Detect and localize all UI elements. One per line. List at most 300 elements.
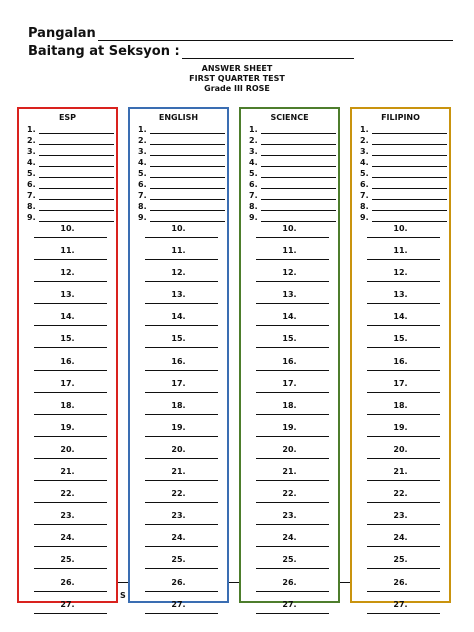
- answer-line[interactable]: [367, 325, 440, 326]
- answer-item: [352, 222, 449, 244]
- answer-line[interactable]: [256, 546, 329, 547]
- item-number: 26.: [393, 577, 408, 587]
- answer-line[interactable]: [372, 214, 447, 222]
- answer-line[interactable]: [256, 613, 329, 614]
- answer-line[interactable]: [367, 259, 440, 260]
- item-number: 6.: [249, 180, 258, 189]
- column-title: ESP: [58, 113, 77, 122]
- item-number: 19.: [171, 422, 186, 432]
- answer-line[interactable]: [256, 325, 329, 326]
- answer-line[interactable]: [256, 480, 329, 481]
- answer-item: [241, 509, 338, 531]
- item-number: 2.: [138, 136, 147, 145]
- answer-line[interactable]: [367, 414, 440, 415]
- item-number: 8.: [138, 202, 147, 211]
- item-number: 2.: [27, 136, 36, 145]
- answer-item: [352, 598, 449, 620]
- name-line[interactable]: [98, 28, 453, 41]
- answer-item: [352, 332, 449, 354]
- item-number: 3.: [27, 147, 36, 156]
- item-number: 1.: [138, 125, 147, 134]
- answer-item: [241, 189, 338, 200]
- answer-line[interactable]: [145, 281, 218, 282]
- item-number: 5.: [138, 169, 147, 178]
- item-number: 20.: [60, 444, 75, 454]
- answer-line[interactable]: [367, 613, 440, 614]
- item-number: 13.: [393, 290, 408, 300]
- answer-line[interactable]: [256, 458, 329, 459]
- answer-item: [130, 167, 227, 178]
- item-number: 7.: [27, 191, 36, 200]
- item-number: 8.: [249, 202, 258, 211]
- answer-line[interactable]: [256, 281, 329, 282]
- answer-item: [19, 355, 116, 377]
- answer-item: [19, 487, 116, 509]
- answer-item: [352, 355, 449, 377]
- item-number: 14.: [60, 312, 75, 322]
- answer-item: [130, 465, 227, 487]
- answer-item: [241, 244, 338, 266]
- column-title: FILIPINO: [381, 113, 420, 122]
- answer-line[interactable]: [39, 159, 114, 167]
- item-number: 23.: [60, 511, 75, 521]
- answer-item: [19, 266, 116, 288]
- item-number: 5.: [27, 169, 36, 178]
- item-number: 24.: [393, 533, 408, 543]
- answer-line[interactable]: [34, 281, 107, 282]
- answer-line[interactable]: [256, 370, 329, 371]
- item-number: 16.: [393, 356, 408, 366]
- item-number: 2.: [360, 136, 369, 145]
- item-number: 20.: [171, 444, 186, 454]
- answer-item: [352, 487, 449, 509]
- answer-line[interactable]: [39, 192, 114, 200]
- item-number: 17.: [393, 378, 408, 388]
- item-number: 18.: [60, 400, 75, 410]
- answer-item: [352, 178, 449, 189]
- answer-item: [19, 310, 116, 332]
- answer-item: [130, 598, 227, 620]
- item-number: 18.: [393, 400, 408, 410]
- item-number: 21.: [60, 467, 75, 477]
- answer-item: [241, 576, 338, 598]
- answer-item: [19, 421, 116, 443]
- answer-line[interactable]: [256, 303, 329, 304]
- answer-line[interactable]: [39, 203, 114, 211]
- answer-item: [19, 145, 116, 156]
- answer-line[interactable]: [367, 237, 440, 238]
- item-number: 27.: [171, 599, 186, 609]
- answer-line[interactable]: [150, 192, 225, 200]
- header-line-1: ANSWER SHEET: [201, 64, 273, 73]
- answer-item: [241, 134, 338, 145]
- answer-line[interactable]: [367, 524, 440, 525]
- item-number: 17.: [171, 378, 186, 388]
- answer-item: [19, 178, 116, 189]
- answer-item: [19, 377, 116, 399]
- answer-line[interactable]: [150, 214, 225, 222]
- item-number: 9.: [27, 213, 36, 222]
- answer-item: [130, 576, 227, 598]
- answer-line[interactable]: [256, 524, 329, 525]
- answer-line[interactable]: [150, 181, 225, 189]
- answer-line[interactable]: [34, 414, 107, 415]
- answer-line[interactable]: [34, 436, 107, 437]
- answer-line[interactable]: [367, 568, 440, 569]
- answer-line[interactable]: [261, 214, 336, 222]
- item-number: 7.: [249, 191, 258, 200]
- answer-line[interactable]: [34, 613, 107, 614]
- item-number: 26.: [171, 577, 186, 587]
- answer-line[interactable]: [34, 303, 107, 304]
- answer-item: [241, 145, 338, 156]
- answer-item: [130, 421, 227, 443]
- answer-item: [130, 244, 227, 266]
- answer-item: [352, 167, 449, 178]
- answer-item: [352, 244, 449, 266]
- answer-item: [241, 443, 338, 465]
- answer-line[interactable]: [367, 546, 440, 547]
- answer-line[interactable]: [261, 181, 336, 189]
- answer-line[interactable]: [39, 126, 114, 134]
- answer-line[interactable]: [261, 192, 336, 200]
- item-number: 15.: [60, 334, 75, 344]
- answer-line[interactable]: [367, 480, 440, 481]
- answer-item: [19, 509, 116, 531]
- answer-line[interactable]: [145, 480, 218, 481]
- item-number: 11.: [393, 246, 408, 256]
- item-number: 1.: [249, 125, 258, 134]
- answer-line[interactable]: [367, 502, 440, 503]
- item-number: 22.: [393, 489, 408, 499]
- item-number: 17.: [282, 378, 297, 388]
- answer-item: [241, 332, 338, 354]
- answer-item: [130, 156, 227, 167]
- answer-item: [130, 553, 227, 575]
- answer-item: [19, 531, 116, 553]
- answer-line[interactable]: [34, 591, 107, 592]
- item-number: 14.: [282, 312, 297, 322]
- answer-item: [352, 465, 449, 487]
- answer-line[interactable]: [145, 325, 218, 326]
- answer-item: [352, 443, 449, 465]
- item-number: 3.: [138, 147, 147, 156]
- item-number: 23.: [393, 511, 408, 521]
- item-number: 19.: [282, 422, 297, 432]
- sheet-header: [0, 64, 474, 94]
- answer-line[interactable]: [256, 436, 329, 437]
- item-number: 18.: [171, 400, 186, 410]
- item-number: 25.: [282, 555, 297, 565]
- answer-line[interactable]: [34, 524, 107, 525]
- answer-line[interactable]: [367, 591, 440, 592]
- item-number: 4.: [27, 158, 36, 167]
- answer-line[interactable]: [372, 181, 447, 189]
- item-number: 1.: [27, 125, 36, 134]
- answer-line[interactable]: [150, 159, 225, 167]
- answer-line[interactable]: [367, 436, 440, 437]
- answer-item: [352, 531, 449, 553]
- item-number: 22.: [282, 489, 297, 499]
- answer-line[interactable]: [261, 170, 336, 178]
- item-number: 19.: [393, 422, 408, 432]
- item-number: 21.: [282, 467, 297, 477]
- item-number: 25.: [60, 555, 75, 565]
- answer-item: [352, 576, 449, 598]
- item-number: 7.: [138, 191, 147, 200]
- answer-line[interactable]: [145, 591, 218, 592]
- answer-item: [352, 211, 449, 222]
- answer-line[interactable]: [256, 591, 329, 592]
- answer-line[interactable]: [367, 458, 440, 459]
- answer-line[interactable]: [34, 546, 107, 547]
- item-number: 12.: [282, 268, 297, 278]
- item-number: 3.: [360, 147, 369, 156]
- item-number: 11.: [282, 246, 297, 256]
- answer-item: [130, 123, 227, 134]
- item-number: 1.: [360, 125, 369, 134]
- answer-line[interactable]: [150, 148, 225, 156]
- answer-item: [241, 310, 338, 332]
- answer-item: [19, 553, 116, 575]
- answer-line[interactable]: [145, 414, 218, 415]
- item-number: 16.: [171, 356, 186, 366]
- item-number: 3.: [249, 147, 258, 156]
- item-number: 15.: [393, 334, 408, 344]
- answer-line[interactable]: [261, 137, 336, 145]
- answer-line[interactable]: [261, 148, 336, 156]
- answer-item: [130, 222, 227, 244]
- answer-item: [241, 200, 338, 211]
- item-number: 22.: [60, 489, 75, 499]
- answer-item: [241, 355, 338, 377]
- answer-item: [241, 553, 338, 575]
- answer-item: [130, 200, 227, 211]
- answer-line[interactable]: [261, 203, 336, 211]
- item-number: 27.: [393, 599, 408, 609]
- item-number: 18.: [282, 400, 297, 410]
- answer-item: [241, 123, 338, 134]
- item-number: 12.: [393, 268, 408, 278]
- column-english: [128, 107, 229, 609]
- answer-item: [130, 288, 227, 310]
- answer-line[interactable]: [256, 568, 329, 569]
- answer-line[interactable]: [150, 126, 225, 134]
- answer-line[interactable]: [145, 259, 218, 260]
- answer-item: [130, 509, 227, 531]
- answer-item: [130, 189, 227, 200]
- answer-line[interactable]: [145, 392, 218, 393]
- answer-line[interactable]: [34, 370, 107, 371]
- answer-line[interactable]: [145, 458, 218, 459]
- section-field: [28, 44, 354, 59]
- section-line[interactable]: [182, 46, 354, 59]
- answer-line[interactable]: [145, 524, 218, 525]
- item-number: 2.: [249, 136, 258, 145]
- item-number: 9.: [138, 213, 147, 222]
- item-number: 4.: [249, 158, 258, 167]
- answer-item: [241, 399, 338, 421]
- column-science: [239, 107, 340, 609]
- item-number: 9.: [249, 213, 258, 222]
- answer-line[interactable]: [145, 502, 218, 503]
- item-number: 23.: [171, 511, 186, 521]
- answer-item: [241, 421, 338, 443]
- answer-line[interactable]: [367, 392, 440, 393]
- answer-item: [130, 266, 227, 288]
- column-title: SCIENCE: [270, 113, 309, 122]
- answer-item: [352, 553, 449, 575]
- item-number: 27.: [282, 599, 297, 609]
- item-number: 8.: [360, 202, 369, 211]
- answer-line[interactable]: [256, 347, 329, 348]
- item-number: 15.: [282, 334, 297, 344]
- answer-item: [241, 465, 338, 487]
- answer-line[interactable]: [367, 347, 440, 348]
- answer-item: [19, 222, 116, 244]
- item-number: 13.: [60, 290, 75, 300]
- item-number: 23.: [282, 511, 297, 521]
- answer-line[interactable]: [372, 192, 447, 200]
- answer-line[interactable]: [256, 237, 329, 238]
- answer-line[interactable]: [367, 281, 440, 282]
- item-number: 10.: [171, 224, 186, 233]
- answer-line[interactable]: [372, 203, 447, 211]
- answer-item: [352, 399, 449, 421]
- answer-line[interactable]: [39, 214, 114, 222]
- item-number: 16.: [60, 356, 75, 366]
- answer-line[interactable]: [256, 502, 329, 503]
- item-number: 12.: [171, 268, 186, 278]
- item-number: 13.: [171, 290, 186, 300]
- item-number: 14.: [393, 312, 408, 322]
- answer-line[interactable]: [34, 237, 107, 238]
- answer-line[interactable]: [372, 148, 447, 156]
- answer-item: [352, 134, 449, 145]
- header-line-2: FIRST QUARTER TEST: [189, 74, 285, 83]
- answer-item: [241, 288, 338, 310]
- answer-line[interactable]: [145, 370, 218, 371]
- item-number: 6.: [27, 180, 36, 189]
- answer-line[interactable]: [372, 159, 447, 167]
- answer-line[interactable]: [39, 181, 114, 189]
- answer-item: [352, 156, 449, 167]
- answer-line[interactable]: [145, 303, 218, 304]
- item-number: 15.: [171, 334, 186, 344]
- answer-line[interactable]: [145, 613, 218, 614]
- answer-line[interactable]: [150, 203, 225, 211]
- answer-item: [19, 399, 116, 421]
- column-filipino: [350, 107, 451, 609]
- answer-item: [352, 310, 449, 332]
- item-number: 24.: [282, 533, 297, 543]
- answer-line[interactable]: [39, 170, 114, 178]
- answer-line[interactable]: [372, 137, 447, 145]
- answer-item: [130, 145, 227, 156]
- answer-line[interactable]: [145, 436, 218, 437]
- item-number: 19.: [60, 422, 75, 432]
- answer-item: [130, 443, 227, 465]
- answer-line[interactable]: [39, 148, 114, 156]
- answer-item: [130, 355, 227, 377]
- answer-line[interactable]: [34, 502, 107, 503]
- answer-item: [19, 134, 116, 145]
- answer-line[interactable]: [261, 159, 336, 167]
- answer-line[interactable]: [34, 347, 107, 348]
- item-number: 10.: [393, 224, 408, 233]
- answer-line[interactable]: [372, 170, 447, 178]
- item-number: 27.: [60, 599, 75, 609]
- item-number: 11.: [171, 246, 186, 256]
- column-title: ENGLISH: [158, 113, 199, 122]
- answer-line[interactable]: [150, 137, 225, 145]
- answer-line[interactable]: [367, 370, 440, 371]
- answer-line[interactable]: [34, 480, 107, 481]
- answer-item: [130, 487, 227, 509]
- answer-line[interactable]: [145, 568, 218, 569]
- answer-line[interactable]: [372, 126, 447, 134]
- answer-line[interactable]: [256, 392, 329, 393]
- answer-item: [241, 178, 338, 189]
- answer-line[interactable]: [145, 347, 218, 348]
- answer-item: [19, 576, 116, 598]
- answer-item: [241, 487, 338, 509]
- item-number: 21.: [171, 467, 186, 477]
- answer-item: [241, 531, 338, 553]
- answer-item: [19, 156, 116, 167]
- answer-item: [130, 211, 227, 222]
- answer-line[interactable]: [145, 546, 218, 547]
- item-number: 26.: [282, 577, 297, 587]
- answer-line[interactable]: [150, 170, 225, 178]
- item-number: 13.: [282, 290, 297, 300]
- answer-line[interactable]: [34, 259, 107, 260]
- item-number: 17.: [60, 378, 75, 388]
- item-number: 4.: [360, 158, 369, 167]
- item-number: 26.: [60, 577, 75, 587]
- answer-line[interactable]: [34, 325, 107, 326]
- section-label: Baitang at Seksyon :: [28, 44, 180, 59]
- answer-line[interactable]: [39, 137, 114, 145]
- item-number: 22.: [171, 489, 186, 499]
- answer-item: [19, 332, 116, 354]
- item-number: 6.: [138, 180, 147, 189]
- answer-item: [352, 509, 449, 531]
- item-number: 24.: [60, 533, 75, 543]
- answer-item: [130, 377, 227, 399]
- item-number: 9.: [360, 213, 369, 222]
- answer-line[interactable]: [367, 303, 440, 304]
- item-number: 8.: [27, 202, 36, 211]
- answer-line[interactable]: [34, 458, 107, 459]
- answer-item: [352, 288, 449, 310]
- answer-item: [352, 377, 449, 399]
- answer-item: [19, 598, 116, 620]
- answer-line[interactable]: [256, 259, 329, 260]
- answer-item: [130, 310, 227, 332]
- answer-line[interactable]: [34, 568, 107, 569]
- answer-line[interactable]: [34, 392, 107, 393]
- answer-item: [19, 443, 116, 465]
- item-number: 25.: [171, 555, 186, 565]
- item-number: 11.: [60, 246, 75, 256]
- answer-item: [241, 266, 338, 288]
- item-number: 4.: [138, 158, 147, 167]
- answer-item: [241, 211, 338, 222]
- answer-line[interactable]: [145, 237, 218, 238]
- answer-line[interactable]: [261, 126, 336, 134]
- answer-line[interactable]: [256, 414, 329, 415]
